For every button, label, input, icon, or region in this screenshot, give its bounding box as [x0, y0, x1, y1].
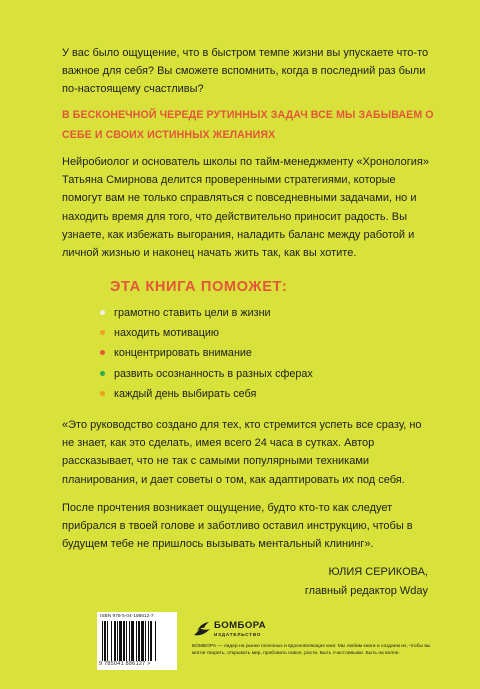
barcode-bar	[102, 621, 103, 661]
barcode-bar	[114, 621, 116, 661]
barcode-bar	[141, 621, 144, 661]
benefit-text: концентрировать внимание	[114, 347, 252, 360]
bullet-dot-icon	[100, 391, 105, 396]
bombora-logo-icon	[192, 619, 212, 639]
benefit-text: развить осознанность в разных сферах	[114, 367, 313, 380]
barcode-bar	[138, 621, 140, 661]
barcode-bar	[155, 621, 156, 661]
barcode-bars	[102, 621, 174, 661]
barcode-bar	[126, 621, 127, 661]
benefit-item	[100, 343, 313, 363]
benefit-item	[100, 323, 313, 343]
barcode-bar	[145, 621, 146, 661]
barcode-bar	[111, 621, 112, 661]
benefit-item	[100, 303, 313, 323]
review-quote-part2: После прочтения возникает ощущение, будто кто-то как следует прибрался в твоей голове и заботливо оставил инструкцию, чтобы в будущем тебе не пришлось вызывать ментальный клининг».	[62, 502, 413, 551]
book-description: Нейробиолог и основатель школы по тайм-менеджменту «Хронология» Татьяна Смирнова делится проверенными стратегиями, которые помогут вам не только справляться с повседневными задачами, но и находить время для того, что действительно приносит радость. Вы узнаете, как избежать выгорания, наладить баланс между работой и личной жизнью и наконец начать жить так, как вы хотите.	[62, 156, 429, 260]
barcode-bar	[131, 621, 134, 661]
bullet-dot-icon	[100, 310, 105, 315]
barcode-bar	[129, 621, 130, 661]
benefit-item	[100, 364, 313, 384]
benefit-item	[100, 384, 313, 404]
barcode	[97, 612, 177, 670]
publisher-logo	[192, 617, 272, 641]
barcode-bar	[136, 621, 137, 661]
reviewer-name: ЮЛИЯ СЕРИКОВА,	[328, 566, 428, 578]
barcode-bar	[104, 621, 106, 661]
barcode-bar	[150, 621, 152, 661]
logo-subtitle: ИЗДАТЕЛЬСТВО	[214, 632, 262, 637]
barcode-bar	[148, 621, 149, 661]
highlight-statement: В БЕСКОНЕЧНОЙ ЧЕРЕДЕ РУТИННЫХ ЗАДАЧ ВСЕ МЫ ЗАБЫВАЕМ О СЕБЕ И СВОИХ ИСТИННЫХ ЖЕЛАНИЯХ	[62, 109, 434, 141]
benefit-text: находить мотивацию	[114, 327, 220, 340]
benefit-text: грамотно ставить цели в жизни	[114, 307, 271, 319]
bullet-dot-icon	[100, 371, 105, 376]
publisher-tagline: БОМБОРА — лидер на рынке полезных и вдохновляющих книг. Мы любим книги и создаем их, чтобы вы могли творить, открывать мир, пробовать новое, расти. Быть счастливыми. Быть на волне.	[192, 644, 431, 657]
barcode-number: 9 785041 886127 >	[99, 661, 151, 667]
intro-paragraph: У вас было ощущение, что в быстром темпе жизни вы упускаете что-то важное для себя? Вы сможете вспомнить, когда в последний раз были по-настоящему счастливы?	[62, 47, 429, 96]
logo-name: БОМБОРА	[214, 620, 266, 631]
barcode-bar	[107, 621, 108, 661]
barcode-bar	[117, 621, 118, 661]
benefits-title: ЭТА КНИГА ПОМОЖЕТ:	[110, 279, 288, 295]
bullet-dot-icon	[100, 350, 105, 355]
reviewer-role: главный редактор Wday	[304, 585, 428, 597]
barcode-bar	[123, 621, 125, 661]
isbn-label: ISBN 978-5-04-188612-7	[100, 614, 154, 619]
bullet-dot-icon	[100, 330, 105, 335]
benefits-list	[100, 303, 313, 404]
review-quote-part1: «Это руководство создано для тех, кто стремится успеть все сразу, но не знает, как это сделать, имея всего 24 часа в сутках. Автор рассказывает, что не так с самыми популярными техниками планирования, и дает советы о том, как адаптировать их под себя.	[62, 419, 422, 486]
benefit-text: каждый день выбирать себя	[114, 387, 257, 400]
barcode-bar	[119, 621, 122, 661]
